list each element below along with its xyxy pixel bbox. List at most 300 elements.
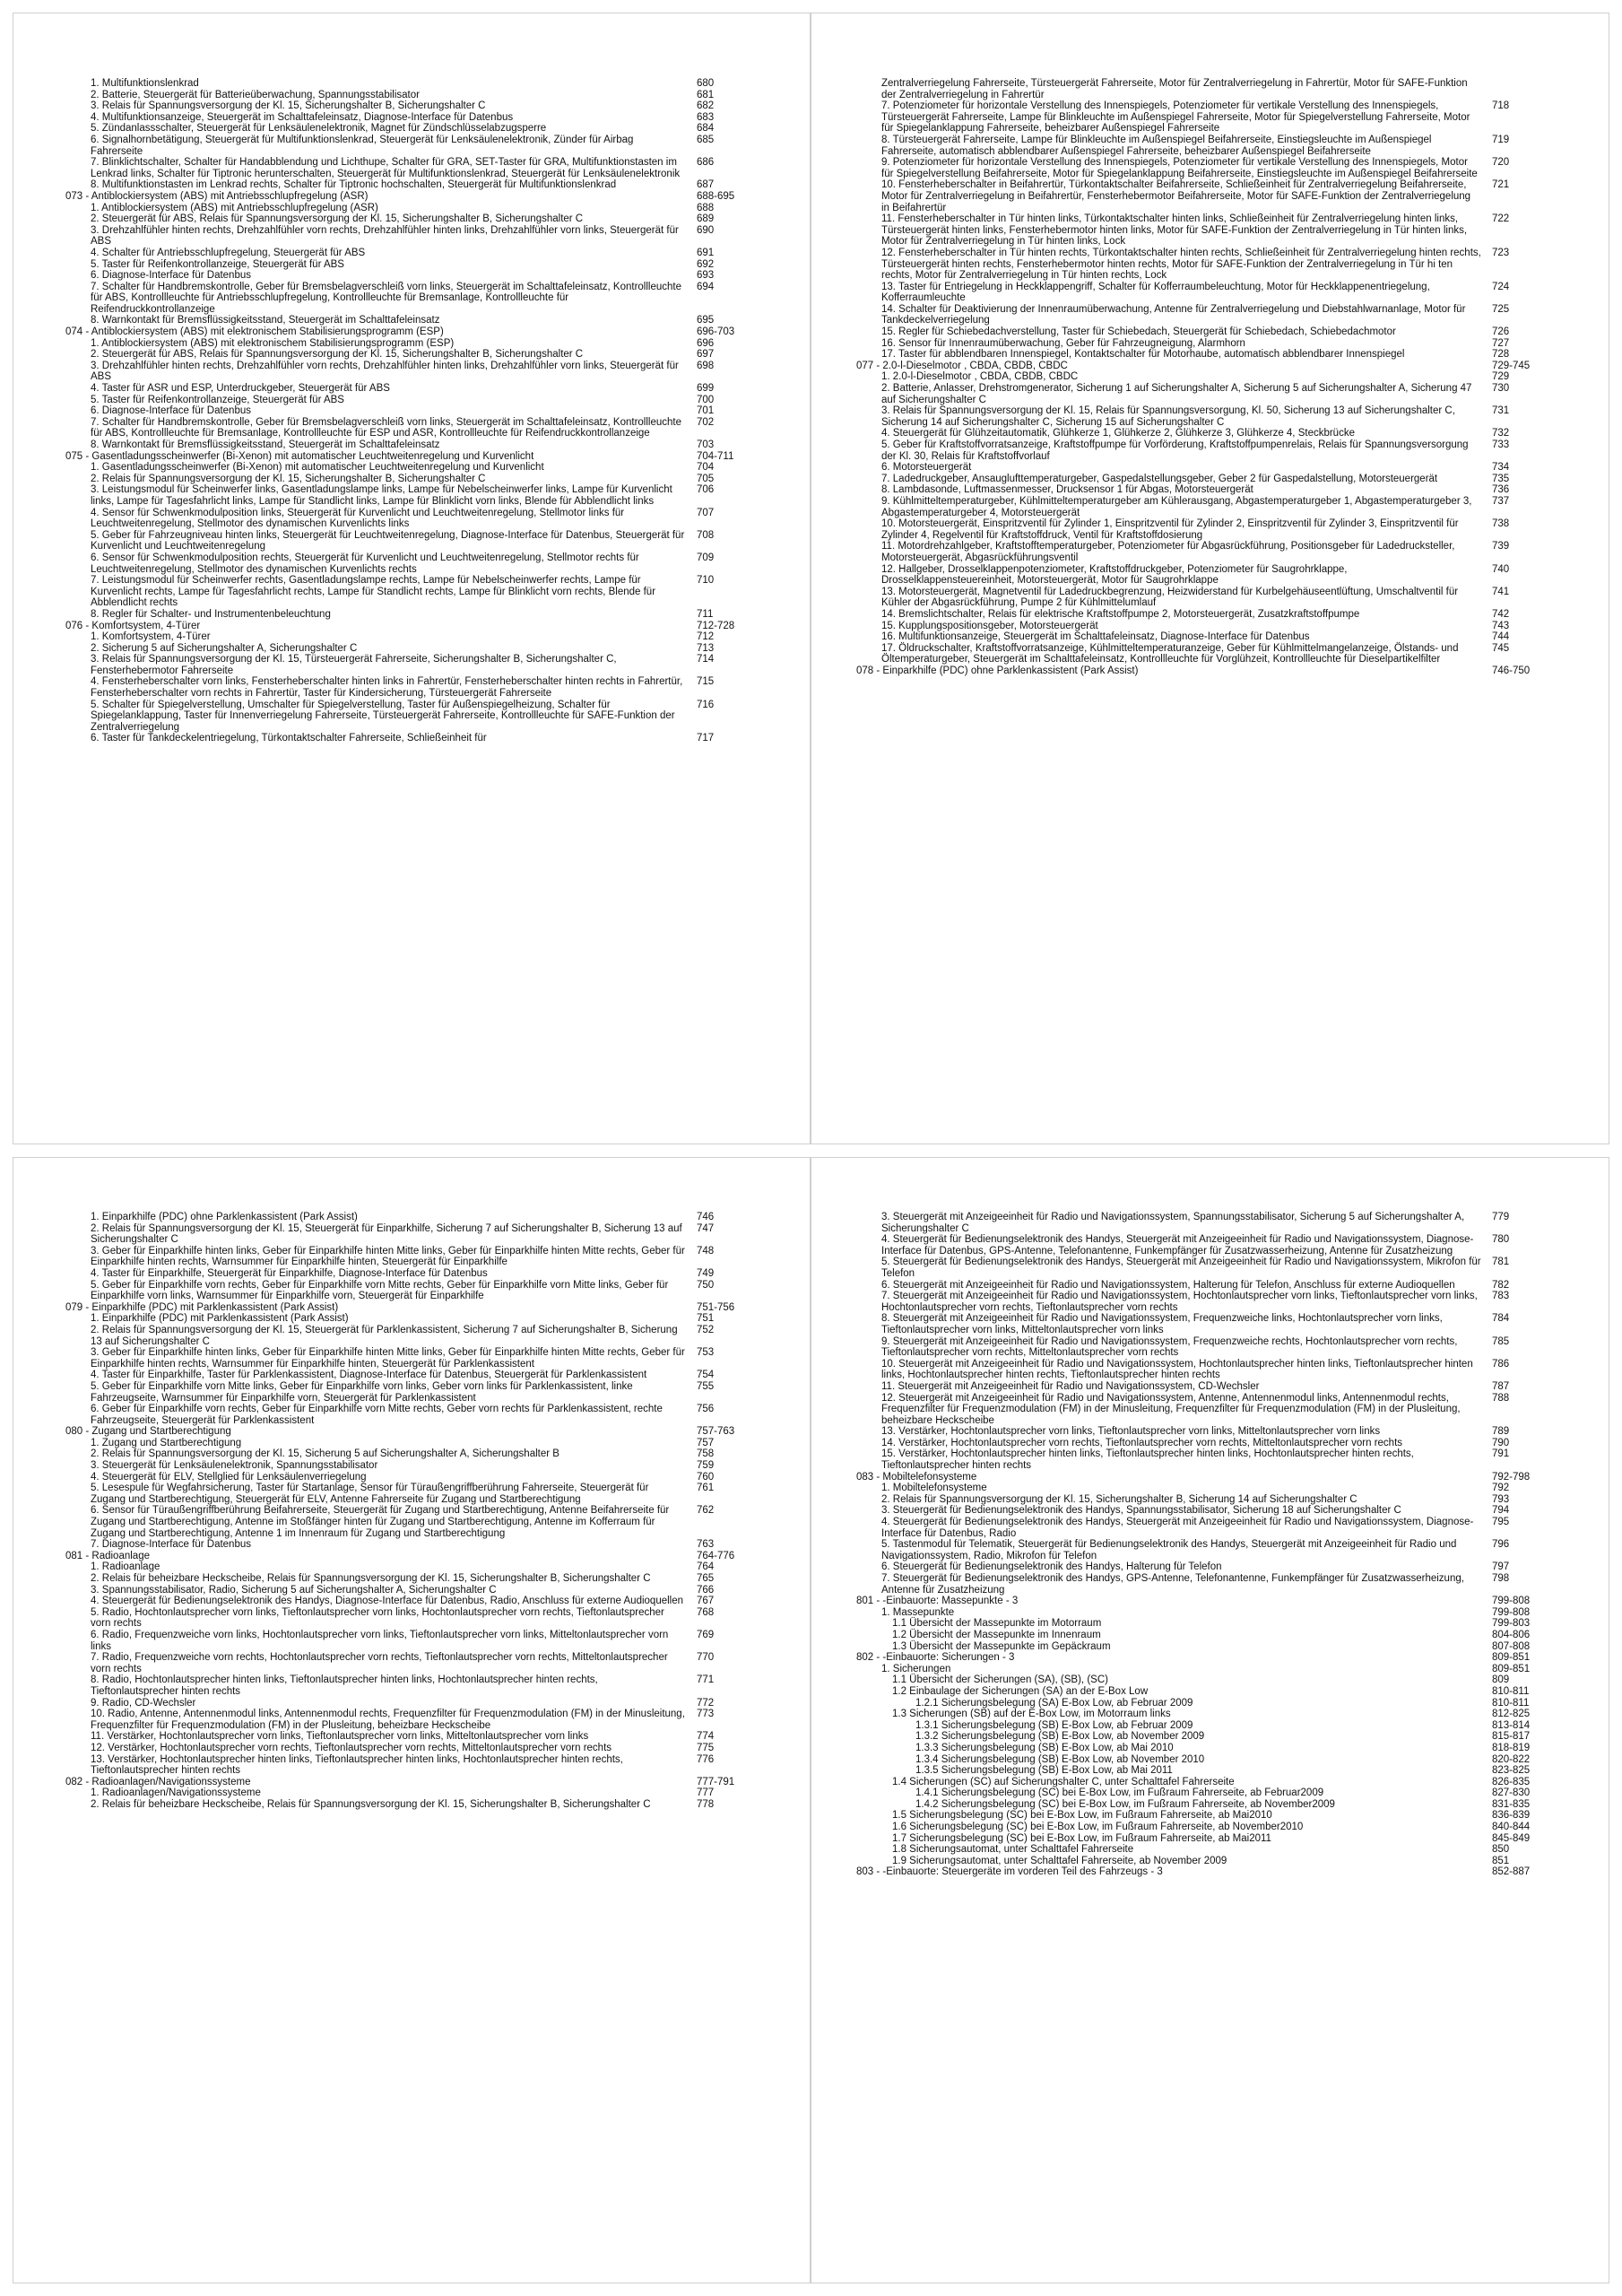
toc-entry-page: 778 (697, 1798, 715, 1810)
toc-entry-title: 4. Steuergerät für Bedienungselektronik des Handys, Steuergerät mit Anzeigeeinheit für Radio und Navigationssystem, Diagnose-Interface für Datenbus, GPS-Antenne, Telefonantenne, Funkempfänger für Zusatzwasserheizung, Antenne für Zusatzheizung (881, 1234, 1474, 1257)
toc-entry (867, 484, 1578, 496)
toc-entry (867, 405, 1578, 428)
toc-entry-title: 1.3.1 Sicherungsbelegung (SB) E-Box Low, ab Februar 2009 (915, 1719, 1193, 1731)
toc-entry-page: 720 (1492, 157, 1510, 169)
toc-entry (76, 1325, 786, 1347)
toc-entry (867, 587, 1578, 609)
toc-entry (867, 609, 1578, 621)
toc-chapter-entry (65, 1426, 786, 1438)
toc-entry-page: 699 (697, 383, 715, 395)
toc-entry (76, 90, 786, 101)
toc-entry-page: 751 (697, 1313, 715, 1325)
toc-entry-page: 792 (1492, 1483, 1510, 1494)
toc-entry-page: 715 (697, 676, 715, 688)
toc-entry-page: 740 (1492, 563, 1510, 575)
toc-entry-page: 702 (697, 416, 715, 428)
toc-entry (76, 1596, 786, 1607)
toc-entry-title: 1. Antiblockiersystem (ABS) mit elektronischem Stabilisierungsprogramm (ESP) (91, 337, 455, 349)
toc-entry-title: 7. Diagnose-Interface für Datenbus (91, 1539, 251, 1551)
toc-entry (76, 1438, 786, 1449)
toc-entry-title: 1.1 Übersicht der Sicherungen (SA), (SB), (SC) (892, 1674, 1108, 1686)
toc-entry-title: 8. Steuergerät mit Anzeigeeinheit für Radio und Navigationssystem, Frequenzweiche links, Hochtonlautsprecher vorn links, Tieftonlautsprecher vorn links, Mitteltonlautsprecher vorn links (881, 1313, 1443, 1335)
toc-entry-title: 12. Fensterheberschalter in Tür hinten rechts, Türkontaktschalter hinten rechts, Schließeinheit für Zentralverriegelung hinten rechts, Türsteuergerät hinten rechts, Fensterhebermotor hinten rechts, Motor für SAFE-Funktion der Zentralverriegelung in Tür hi ten rechts, Motor für Zentralverriegelung in Tür hinten rechts, Lock (881, 247, 1481, 282)
toc-entry-page: 713 (697, 642, 715, 654)
toc-entry (867, 1799, 1578, 1811)
toc-entry (867, 1777, 1578, 1788)
toc-entry-title: 6. Geber für Einparkhilfe vorn rechts, Geber für Einparkhilfe vorn Mitte rechts, Geber vorn rechts für Parklenkassistent, rechte Fahrzeugseite, Steuergerät für Parklenkassistent (91, 1404, 663, 1426)
toc-entry-page: 757-763 (697, 1426, 735, 1438)
toc-entry (867, 1833, 1578, 1845)
toc-entry (76, 1460, 786, 1472)
toc-entry-page: 781 (1492, 1257, 1510, 1268)
toc-entry-title: 080 - Zugang und Startberechtigung (65, 1426, 231, 1438)
toc-entry (76, 157, 786, 179)
toc-entry-page: 764-776 (697, 1550, 735, 1561)
toc-entry-page: 810-811 (1492, 1697, 1530, 1709)
toc-entry (76, 1505, 786, 1539)
toc-entry-page: 765 (697, 1573, 715, 1584)
toc-entry (867, 1291, 1578, 1313)
toc-entry-title: 4. Steuergerät für Glühzeitautomatik, Glühkerze 1, Glühkerze 2, Glühkerze 3, Glühkerze 4, Steckbrücke (881, 428, 1355, 439)
toc-entry-page: 688-695 (697, 190, 735, 202)
toc-entry-title: 5. Geber für Fahrzeugniveau hinten links, Steuergerät für Leuchtweitenregelung, Diagnose-Interface für Datenbus, Steuergerät für Kurvenlicht und Leuchtweitenregelung (91, 529, 685, 552)
toc-entry-page: 685 (697, 134, 715, 145)
toc-entry-title: 8. Warnkontakt für Bremsflüssigkeitsstand, Steuergerät im Schalttafeleinsatz (91, 315, 440, 326)
toc-entry-title: 6. Radio, Frequenzweiche vorn links, Hochtonlautsprecher vorn links, Tieftonlautsprecher vorn links, Mitteltonlautsprecher vorn links (91, 1629, 669, 1652)
toc-entry (867, 282, 1578, 304)
toc-entry (76, 338, 786, 350)
toc-entry-title: 1.2 Einbaulage der Sicherungen (SA) an der E-Box Low (892, 1685, 1149, 1697)
toc-entry-title: 081 - Radioanlage (65, 1550, 150, 1561)
toc-entry-title: 082 - Radioanlagen/Navigationssysteme (65, 1776, 251, 1787)
toc-entry-page: 696-703 (697, 326, 735, 338)
toc-entry (76, 248, 786, 259)
toc-entry-page: 812-825 (1492, 1709, 1531, 1720)
toc-entry-title: 7. Schalter für Handbremskontrolle, Geber für Bremsbelagverschleiß vorn links, Steuergerät im Schalttafeleinsatz, Kontrollleuchte für ABS, Kontrollleuchte für Antriebsschlupfregelung, Kontrollleuchte für Bremsanlage, Kontrollleuchte für Reifendruckkontrollanzeige (91, 281, 681, 315)
toc-entry (76, 643, 786, 655)
toc-entry (867, 1505, 1578, 1517)
toc-entry-title: 3. Relais für Spannungsversorgung der Kl. 15, Sicherungshalter B, Sicherungshalter C (91, 100, 486, 112)
toc-entry (76, 1799, 786, 1811)
toc-entry (867, 518, 1578, 541)
toc-entry-title: 7. Schalter für Handbremskontrolle, Geber für Bremsbelagverschleiß vorn links, Steuergerät im Schalttafeleinsatz, Kontrollleuchte für ABS, Kontrollleuchte für Bremsanlage, Kontrollleuchte für ESP und ASR, Kontrollleuchte für Reifendruckkontrollanzeige (91, 416, 681, 439)
toc-entry-page: 790 (1492, 1437, 1510, 1448)
toc-entry-title: 3. Spannungsstabilisator, Radio, Sicherung 5 auf Sicherungshalter A, Sicherungshalter C (91, 1584, 497, 1596)
toc-entry (76, 631, 786, 643)
toc-entry-title: 7. Ladedruckgeber, Ansauglufttemperaturgeber, Gaspedalstellungsgeber, Geber 2 für Gaspedalstellung, Motorsteuergerät (881, 473, 1438, 484)
toc-entry (867, 1517, 1578, 1539)
toc-entry-title: 6. Diagnose-Interface für Datenbus (91, 405, 251, 417)
toc-entry-title: 8. Warnkontakt für Bremsflüssigkeitsstand, Steuergerät im Schalttafeleinsatz (91, 439, 440, 450)
toc-entry (76, 1674, 786, 1697)
toc-entry-page: 732 (1492, 428, 1510, 439)
toc-entry-page: 771 (697, 1674, 715, 1686)
toc-entry (76, 1731, 786, 1743)
toc-entry-title: 7. Steuergerät für Bedienungselektronik des Handys, GPS-Antenne, Telefonantenne, Funkempfänger für Zusatzwasserheizung, Antenne für Zusatzheizung (881, 1573, 1464, 1596)
toc-entry-title: 16. Multifunktionsanzeige, Steuergerät im Schalttafeleinsatz, Diagnose-Interface für Datenbus (881, 631, 1310, 643)
toc-entry (867, 135, 1578, 157)
toc-entry-page: 703 (697, 439, 715, 450)
toc-entry (76, 100, 786, 112)
toc-entry (76, 395, 786, 406)
toc-entry-title: 1.3.4 Sicherungsbelegung (SB) E-Box Low, ab November 2010 (915, 1753, 1205, 1765)
toc-entry-title: 3. Steuergerät für Bedienungselektronik des Handys, Spannungsstabilisator, Sicherung 18 auf Sicherungshalter C (881, 1505, 1401, 1517)
toc-entry-page: 709 (697, 552, 715, 563)
toc-entry-page: 754 (697, 1370, 715, 1381)
toc-entry-title: 6. Motorsteuergerät (881, 462, 972, 474)
toc-entry-page: 795 (1492, 1517, 1510, 1528)
toc-entry (76, 439, 786, 451)
toc-entry-page: 704-711 (697, 450, 734, 462)
toc-entry (76, 1698, 786, 1709)
toc-entry-page: 693 (697, 270, 715, 282)
toc-entry (76, 1561, 786, 1573)
toc-entry-title: 1. Radioanlagen/Navigationssysteme (91, 1787, 261, 1799)
toc-entry-page: 818-819 (1492, 1742, 1531, 1753)
toc-entry-page: 741 (1492, 586, 1510, 597)
toc-entry-title: 802 - -Einbauorte: Sicherungen - 3 (856, 1652, 1015, 1664)
toc-column (65, 78, 786, 1135)
toc-entry-page: 789 (1492, 1426, 1510, 1438)
toc-entry (867, 1698, 1578, 1709)
toc-entry-page: 809-851 (1492, 1652, 1531, 1664)
toc-entry-page: 729-745 (1492, 360, 1531, 371)
toc-entry-page: 729 (1492, 371, 1510, 383)
toc-entry (867, 1448, 1578, 1471)
toc-entry (867, 1822, 1578, 1833)
toc-entry (76, 474, 786, 485)
toc-entry (867, 179, 1578, 213)
toc-entry-page: 704 (697, 462, 715, 474)
toc-entry-title: 6. Sensor für Schwenkmodulposition rechts, Steuergerät für Kurvenlicht und Leuchtweitenregelung, Stellmotor rechts für Leuchtweitenregelung, Stellmotor des dynamischen Kurvenlichts rechts (91, 552, 639, 575)
toc-entry-title: 2. Relais für beheizbare Heckscheibe, Relais für Spannungsversorgung der Kl. 15, Sicherungshalter B, Sicherungshalter C (91, 1573, 651, 1584)
toc-entry-page: 799-803 (1492, 1618, 1531, 1630)
toc-entry (867, 1810, 1578, 1822)
toc-entry-page: 747 (697, 1222, 715, 1234)
toc-entry-title: 5. Geber für Kraftstoffvorratsanzeige, Kraftstoffpumpe für Vorförderung, Kraftstoffpumpenrelais, Relais für Spannungsversorgung der Kl. 30, Relais für Kraftstoffvorlauf (881, 439, 1469, 462)
toc-entry-page: 777-791 (697, 1776, 735, 1787)
toc-entry-title: 6. Steuergerät mit Anzeigeeinheit für Radio und Navigationssystem, Halterung für Telefon, Anschluss für externe Audioquellen (881, 1279, 1455, 1291)
toc-entry-page: 725 (1492, 303, 1510, 315)
toc-entry (867, 1381, 1578, 1393)
toc-entry-title: 5. Tastenmodul für Telematik, Steuergerät für Bedienungselektronik des Handys, Steuergerät mit Anzeigeeinheit für Radio und Navigationssystem, Radio, Mikrofon für Telefon (881, 1539, 1457, 1561)
toc-entry-title: 7. Leistungsmodul für Scheinwerfer rechts, Gasentladungslampe rechts, Lampe für Nebelscheinwerfer rechts, Lampe für Kurvenlicht rechts, Lampe für Tagesfahrlicht rechts, Lampe für Standlicht rechts, Lampe für Blinklicht vorn rechts, Blende für Abblendlicht rechts (91, 575, 656, 609)
toc-entry-page: 733 (1492, 439, 1510, 450)
toc-entry-page: 796 (1492, 1539, 1510, 1551)
toc-entry (76, 405, 786, 417)
toc-chapter-entry (856, 1866, 1578, 1878)
toc-entry (76, 733, 786, 744)
toc-page-3 (13, 1157, 811, 2283)
toc-entry (76, 349, 786, 361)
toc-entry (867, 1359, 1578, 1381)
toc-entry-page: 813-814 (1492, 1719, 1531, 1731)
toc-entry-title: 4. Multifunktionsanzeige, Steuergerät im Schalttafeleinsatz, Diagnose-Interface für Datenbus (91, 111, 514, 123)
toc-entry-title: 1. Antiblockiersystem (ABS) mit Antriebsschlupfregelung (ASR) (91, 202, 378, 213)
toc-entry-title: 12. Hallgeber, Drosselklappenpotenziometer, Kraftstoffdruckgeber, Potenziometer für Saugrohrklappe, Drosselklappensteuereinheit, Motorsteuergerät, Motor für Saugrohrklappe (881, 563, 1348, 587)
toc-entry-page: 688 (697, 202, 715, 213)
toc-entry-title: 10. Motorsteuergerät, Einspritzventil für Zylinder 1, Einspritzventil für Zylinder 2, Einspritzventil für Zylinder 3, Einspritzventil für Zylinder 4, Regelventil für Kraftstoffdruck, Ventil für Kraftstoffdosierung (881, 518, 1459, 541)
toc-entry-page: 780 (1492, 1234, 1510, 1246)
toc-entry-title: 3. Geber für Einparkhilfe hinten links, Geber für Einparkhilfe hinten Mitte links, Geber für Einparkhilfe hinten Mitte rechts, Geber für Einparkhilfe hinten rechts, Warnsummer für Einparkhilfe hinten, Steuergerät für Parklenkassistent (91, 1347, 685, 1370)
toc-entry-page: 773 (697, 1709, 715, 1720)
toc-entry-title: 1.3 Sicherungen (SB) auf der E-Box Low, im Motorraum links (892, 1709, 1171, 1720)
toc-entry-title: 3. Geber für Einparkhilfe hinten links, Geber für Einparkhilfe hinten Mitte links, Geber für Einparkhilfe hinten Mitte rechts, Geber für Einparkhilfe hinten rechts, Warnsummer für Einparkhilfe hinten, Steuergerät für Einparkhilfe (91, 1245, 685, 1268)
toc-entry-title: Zentralverriegelung Fahrerseite, Türsteuergerät Fahrerseite, Motor für Zentralverriegelung in Fahrertür, Motor für SAFE-Funktion der Zentralverriegelung in Fahrertür (881, 78, 1468, 100)
toc-entry-page: 698 (697, 360, 715, 371)
toc-entry-title: 11. Verstärker, Hochtonlautsprecher vorn links, Tieftonlautsprecher vorn links, Mitteltonlautsprecher vorn links (91, 1731, 589, 1743)
toc-entry-page: 695 (697, 315, 715, 326)
toc-chapter-entry (856, 1596, 1578, 1607)
toc-entry (76, 1370, 786, 1381)
toc-entry (76, 259, 786, 271)
toc-entry-page: 694 (697, 281, 715, 292)
toc-entry-title: 4. Taster für ASR und ESP, Unterdruckgeber, Steuergerät für ABS (91, 383, 390, 395)
toc-entry-title: 5. Geber für Einparkhilfe vorn rechts, Geber für Einparkhilfe vorn Mitte rechts, Geber für Einparkhilfe vorn Mitte links, Geber für Einparkhilfe vorn links, Warnsummer für Einparkhilfe vorn, Steuergerät für Einparkhilfe (91, 1279, 669, 1302)
toc-entry-page: 691 (697, 247, 715, 258)
toc-chapter-entry (65, 1776, 786, 1788)
toc-entry-title: 5. Steuergerät für Bedienungselektronik des Handys, Steuergerät mit Anzeigeeinheit für Radio und Navigationssystem, Mikrofon für Telefon (881, 1257, 1481, 1279)
toc-entry-page: 686 (697, 157, 715, 169)
toc-entry-title: 075 - Gasentladungsscheinwerfer (Bi-Xenon) mit automatischer Leuchtweitenregelung und Kurvenlicht (65, 450, 534, 462)
toc-entry-title: 6. Signalhornbetätigung, Steuergerät für Multifunktionslenkrad, Steuergerät für Lenksäulenelektronik, Zünder für Airbag Fahrerseite (91, 134, 634, 157)
toc-entry-page: 680 (697, 78, 715, 89)
toc-entry (76, 203, 786, 214)
toc-entry-title: 5. Radio, Hochtonlautsprecher vorn links, Tieftonlautsprecher vorn links, Hochtonlautsprecher vorn rechts, Tieftonlautsprecher vorn rechts (91, 1606, 664, 1630)
toc-entry-page: 734 (1492, 462, 1510, 474)
toc-entry-title: 2. Relais für Spannungsversorgung der Kl. 15, Sicherungshalter B, Sicherung 14 auf Sicherungshalter C (881, 1493, 1357, 1505)
toc-entry-page: 708 (697, 529, 715, 541)
toc-entry-page: 762 (697, 1505, 715, 1517)
toc-chapter-entry (65, 450, 786, 463)
toc-entry-page: 724 (1492, 281, 1510, 292)
toc-entry-page: 735 (1492, 473, 1510, 484)
toc-page-4 (811, 1157, 1609, 2283)
toc-entry-page: 787 (1492, 1380, 1510, 1392)
toc-entry (867, 496, 1578, 518)
toc-entry-title: 2. Relais für Spannungsversorgung der Kl. 15, Steuergerät für Einparkhilfe, Sicherung 7 auf Sicherungshalter B, Sicherung 13 auf Sicherungshalter C (91, 1222, 682, 1246)
toc-entry-page: 772 (697, 1697, 715, 1709)
toc-entry-page: 770 (697, 1652, 715, 1664)
toc-entry-page: 728 (1492, 349, 1510, 361)
toc-entry-title: 1.3.3 Sicherungsbelegung (SB) E-Box Low, ab Mai 2010 (915, 1742, 1174, 1753)
toc-entry-title: 7. Blinklichtschalter, Schalter für Handabblendung und Lichthupe, Schalter für GRA, SET-Taster für GRA, Multifunktionstasten im Lenkrad links, Schalter für Tiptronic herunterschalten, Steuergerät für Multifunktionslenkrad, Steuergerät für Lenksäulenelektronik (91, 157, 681, 179)
toc-entry (867, 1743, 1578, 1754)
toc-entry (76, 417, 786, 439)
toc-entry-title: 2. Relais für beheizbare Heckscheibe, Relais für Spannungsversorgung der Kl. 15, Sicherungshalter B, Sicherungshalter C (91, 1798, 651, 1810)
toc-entry-page: 710 (697, 575, 715, 587)
toc-entry-title: 2. Relais für Spannungsversorgung der Kl. 15, Steuergerät für Parklenkassistent, Sicherung 7 auf Sicherungshalter B, Sicherung 13 auf Sicherungshalter C (91, 1324, 678, 1347)
toc-entry-page: 792-798 (1492, 1471, 1531, 1483)
toc-column (65, 1212, 786, 2274)
toc-entry-page: 794 (1492, 1505, 1510, 1517)
toc-entry-page: 760 (697, 1471, 715, 1483)
toc-entry-title: 8. Multifunktionstasten im Lenkrad rechts, Schalter für Tiptronic hochschalten, Steuergerät für Multifunktionslenkrad (91, 179, 617, 191)
toc-entry (76, 1607, 786, 1630)
toc-entry-page: 701 (697, 405, 715, 417)
toc-entry (76, 213, 786, 225)
toc-entry (76, 1573, 786, 1585)
toc-entry-title: 17. Taster für abblendbaren Innenspiegel, Kontaktschalter für Motorhaube, automatisch abblendbarer Innenspiegel (881, 349, 1405, 361)
toc-entry-title: 9. Radio, CD-Wechsler (91, 1697, 196, 1709)
toc-entry-title: 5. Taster für Reifenkontrollanzeige, Steuergerät für ABS (91, 258, 344, 270)
toc-entry (76, 575, 786, 609)
toc-entry-title: 14. Schalter für Deaktivierung der Innenraumüberwachung, Antenne für Zentralverriegelung und Diebstahlwarnanlage, Motor für Tankdeckelverriegelung (881, 303, 1466, 326)
toc-entry (76, 654, 786, 676)
toc-entry-title: 078 - Einparkhilfe (PDC) ohne Parklenkassistent (Park Assist) (856, 665, 1139, 676)
toc-entry (867, 631, 1578, 643)
toc-entry (76, 1743, 786, 1754)
toc-entry-page: 697 (697, 349, 715, 361)
toc-entry-page: 719 (1492, 134, 1510, 145)
toc-entry (867, 564, 1578, 587)
toc-entry (76, 282, 786, 316)
toc-entry-page: 742 (1492, 608, 1510, 620)
toc-entry-title: 5. Schalter für Spiegelverstellung, Umschalter für Spiegelverstellung, Taster für Außenspiegelheizung, Schalter für Spiegelanklappung, Taster für Innenverriegelung Fahrerseite, Türsteuergerät Fahrerseite, Kontrollleuchte für SAFE-Funktion der Zentralverriegelung (91, 699, 675, 733)
toc-entry-title: 10. Fensterheberschalter in Beifahrertür, Türkontaktschalter Beifahrerseite, Schließeinheit für Zentralverriegelung Beifahrerseite, Motor für Zentralverriegelung in Beifahrertür, Fensterhebermotor Beifahrerseite, Motor für SAFE-Funktion der Zentralverriegelung in Beifahrertür (881, 179, 1471, 213)
toc-entry (867, 621, 1578, 632)
toc-entry-title: 1. 2.0-l-Dieselmotor , CBDA, CBDB, CBDC (881, 371, 1079, 383)
toc-entry-page: 775 (697, 1742, 715, 1753)
toc-entry (76, 225, 786, 248)
toc-entry-title: 083 - Mobiltelefonsysteme (856, 1471, 977, 1483)
toc-entry-title: 4. Schalter für Antriebsschlupfregelung, Steuergerät für ABS (91, 247, 366, 258)
toc-entry (867, 1393, 1578, 1427)
toc-entry-title: 3. Leistungsmodul für Scheinwerfer links, Gasentladungslampe links, Lampe für Nebelscheinwerfer links, Lampe für Kurvenlicht links, Lampe für Tagesfahrlicht links, Lampe für Standlicht links, Lampe für Blinklicht vorn links, Blende für Abblendlicht links (91, 484, 672, 507)
toc-entry-title: 10. Radio, Antenne, Antennenmodul links, Antennenmodul rechts, Frequenzfilter für Frequenzmodulation (FM) in der Minusleitung, Frequenzfilter für Frequenzmodulation (FM) in der Plusleitung, beheizbare Heckscheibe (91, 1709, 685, 1731)
toc-entry-title: 3. Drehzahlfühler hinten rechts, Drehzahlfühler vorn rechts, Drehzahlfühler hinten links, Drehzahlfühler vorn links, Steuergerät für ABS (91, 360, 679, 383)
toc-entry-page: 809 (1492, 1674, 1510, 1686)
toc-entry-title: 1.2 Übersicht der Massepunkte im Innenraum (892, 1629, 1101, 1640)
toc-entry (76, 1212, 786, 1223)
toc-entry-title: 5. Lesespule für Wegfahrsicherung, Taster für Startanlage, Sensor für Türaußengriffberührung Fahrerseite, Steuergerät für Zugang und Startberechtigung, Steuergerät für ELV, Antenne Fahrerseite für Zugang und Startberechtigung (91, 1483, 649, 1505)
toc-entry-title: 4. Taster für Einparkhilfe, Steuergerät für Einparkhilfe, Diagnose-Interface für Datenbus (91, 1267, 488, 1279)
toc-entry-title: 11. Motordrehzahlgeber, Kraftstofftemperaturgeber, Potenziometer für Abgasrückführung, Positionsgeber für Ladedrucksteller, Motorsteuergerät, Abgasrückführungsventil (881, 541, 1455, 563)
toc-entry-title: 5. Taster für Reifenkontrollanzeige, Steuergerät für ABS (91, 394, 344, 405)
toc-entry-page: 722 (1492, 213, 1510, 225)
toc-entry-page: 731 (1492, 405, 1510, 417)
toc-entry-page: 757 (697, 1437, 715, 1448)
toc-entry-title: 1.1 Übersicht der Massepunkte im Motorraum (892, 1618, 1102, 1630)
toc-entry (867, 1336, 1578, 1359)
toc-entry (867, 1674, 1578, 1686)
toc-entry-page: 779 (1492, 1212, 1510, 1222)
toc-entry-page: 726 (1492, 326, 1510, 338)
toc-entry-title: 15. Regler für Schiebedachverstellung, Taster für Schiebedach, Steuergerät für Schiebedach, Schiebedachmotor (881, 326, 1396, 338)
toc-entry (76, 1347, 786, 1370)
toc-entry-page: 851 (1492, 1855, 1510, 1866)
toc-entry (867, 1641, 1578, 1653)
toc-entry-page: 727 (1492, 337, 1510, 349)
toc-entry-title: 1.3.2 Sicherungsbelegung (SB) E-Box Low, ab November 2009 (915, 1731, 1205, 1743)
toc-page-2 (811, 13, 1609, 1144)
toc-entry (76, 1404, 786, 1426)
toc-entry-page: 786 (1492, 1358, 1510, 1370)
toc-entry-title: 076 - Komfortsystem, 4-Türer (65, 620, 201, 631)
toc-entry (867, 541, 1578, 563)
toc-entry-page: 714 (697, 654, 715, 665)
toc-entry-page: 831-835 (1492, 1798, 1531, 1810)
toc-entry (867, 1607, 1578, 1619)
toc-entry-page: 748 (697, 1245, 715, 1257)
toc-page-1 (13, 13, 811, 1144)
toc-entry (867, 1856, 1578, 1867)
toc-entry-page: 718 (1492, 100, 1510, 112)
toc-entry (76, 484, 786, 507)
toc-entry-title: 14. Bremslichtschalter, Relais für elektrische Kraftstoffpumpe 2, Motorsteuergerät, Zusatzkraftstoffpumpe (881, 608, 1360, 620)
toc-entry-title: 10. Steuergerät mit Anzeigeeinheit für Radio und Navigationssystem, Hochtonlautsprecher hinten links, Tieftonlautsprecher hinten links, Hochtonlautsprecher hinten rechts, Tieftonlautsprecher hinten rechts (881, 1358, 1473, 1381)
toc-entry (867, 1573, 1578, 1596)
toc-entry-page: 706 (697, 484, 715, 496)
toc-entry (76, 530, 786, 552)
toc-entry-title: 801 - -Einbauorte: Massepunkte - 3 (856, 1596, 1019, 1607)
toc-entry-page: 716 (697, 699, 715, 710)
toc-entry (76, 1787, 786, 1799)
toc-entry-page: 799-808 (1492, 1606, 1531, 1618)
toc-entry-page: 751-756 (697, 1301, 735, 1313)
toc-entry-page: 764 (697, 1561, 715, 1573)
toc-entry-title: 14. Verstärker, Hochtonlautsprecher vorn rechts, Tieftonlautsprecher vorn rechts, Mitteltonlautsprecher vorn rechts (881, 1437, 1403, 1448)
toc-entry-title: 7. Steuergerät mit Anzeigeeinheit für Radio und Navigationssystem, Hochtonlautsprecher vorn links, Tieftonlautsprecher vorn links, Hochtonlautsprecher vorn rechts, Tieftonlautsprecher vorn rechts (881, 1291, 1478, 1313)
toc-entry-title: 8. Radio, Hochtonlautsprecher hinten links, Tieftonlautsprecher hinten links, Hochtonlautsprecher hinten rechts, Tieftonlautsprecher hinten rechts (91, 1674, 598, 1697)
toc-entry (76, 383, 786, 395)
toc-entry-page: 793 (1492, 1493, 1510, 1505)
toc-entry-title: 13. Verstärker, Hochtonlautsprecher vorn links, Tieftonlautsprecher vorn links, Mitteltonlautsprecher vorn links (881, 1426, 1381, 1438)
toc-entry (867, 1212, 1578, 1234)
toc-entry-title: 1.3 Übersicht der Massepunkte im Gepäckraum (892, 1640, 1111, 1652)
toc-entry (867, 1664, 1578, 1675)
toc-entry (76, 315, 786, 326)
toc-entry (867, 326, 1578, 338)
toc-entry-page: 791 (1492, 1448, 1510, 1460)
toc-entry (76, 1754, 786, 1777)
toc-entry (867, 1234, 1578, 1257)
toc-entry (76, 1313, 786, 1325)
toc-entry-page: 683 (697, 111, 715, 123)
toc-entry-title: 1. Mobiltelefonsysteme (881, 1483, 987, 1494)
toc-entry-page: 752 (697, 1324, 715, 1335)
toc-entry-title: 2. Sicherung 5 auf Sicherungshalter A, Sicherungshalter C (91, 642, 358, 654)
toc-entry-page: 756 (697, 1404, 715, 1415)
toc-entry-page: 852-887 (1492, 1866, 1531, 1878)
toc-entry-page: 809-851 (1492, 1663, 1531, 1674)
toc-entry (867, 349, 1578, 361)
toc-entry-title: 15. Kupplungspositionsgeber, Motorsteuergerät (881, 620, 1098, 631)
toc-entry-title: 2. Batterie, Steuergerät für Batterieüberwachung, Spannungsstabilisator (91, 89, 420, 100)
toc-chapter-entry (65, 190, 786, 203)
toc-entry-title: 2. Relais für Spannungsversorgung der Kl. 15, Sicherung 5 auf Sicherungshalter A, Sicherungshalter B (91, 1448, 559, 1460)
toc-entry-title: 2. Steuergerät für ABS, Relais für Spannungsversorgung der Kl. 15, Sicherungshalter B, Sicherungshalter C (91, 213, 584, 225)
toc-entry-title: 2. Steuergerät für ABS, Relais für Spannungsversorgung der Kl. 15, Sicherungshalter B, Sicherungshalter C (91, 349, 584, 361)
toc-entry-page: 739 (1492, 541, 1510, 552)
toc-column (856, 1212, 1578, 2274)
toc-entry (867, 1561, 1578, 1573)
toc-entry-title: 4. Steuergerät für Bedienungselektronik des Handys, Steuergerät mit Anzeigeeinheit für Radio und Navigationssystem, Diagnose-Interface für Datenbus, Radio (881, 1517, 1474, 1539)
toc-entry (76, 1381, 786, 1404)
toc-entry-title: 11. Fensterheberschalter in Tür hinten links, Türkontaktschalter hinten links, Schließeinheit für Zentralverriegelung hinten links, Türsteuergerät hinten links, Fensterhebermotor hinten links, Motor für SAFE-Funktion der Zentralverriegelung in Tür hinten links, Motor für Zentralverriegelung in Tür hinten links, Lock (881, 213, 1468, 248)
toc-entry-page: 755 (697, 1380, 715, 1392)
toc-entry-title: 2. Batterie, Anlasser, Drehstromgenerator, Sicherung 1 auf Sicherungshalter A, Sicherung 5 auf Sicherungshalter A, Sicherung 47 auf Sicherungshalter C (881, 383, 1472, 405)
toc-entry (867, 1313, 1578, 1335)
toc-entry (867, 78, 1578, 100)
toc-entry (867, 383, 1578, 405)
toc-entry-title: 1.7 Sicherungsbelegung (SC) bei E-Box Low, im Fußraum Fahrerseite, ab Mai2011 (892, 1832, 1271, 1844)
toc-entry-title: 9. Steuergerät mit Anzeigeeinheit für Radio und Navigationssystem, Frequenzweiche rechts, Hochtonlautsprecher vorn rechts, Tieftonlautsprecher vorn rechts, Mitteltonlautsprecher vorn rechts (881, 1335, 1458, 1359)
toc-entry-page: 696 (697, 337, 715, 349)
toc-entry-page: 840-844 (1492, 1822, 1531, 1833)
toc-entry (76, 609, 786, 621)
toc-entry-page: 737 (1492, 495, 1510, 507)
